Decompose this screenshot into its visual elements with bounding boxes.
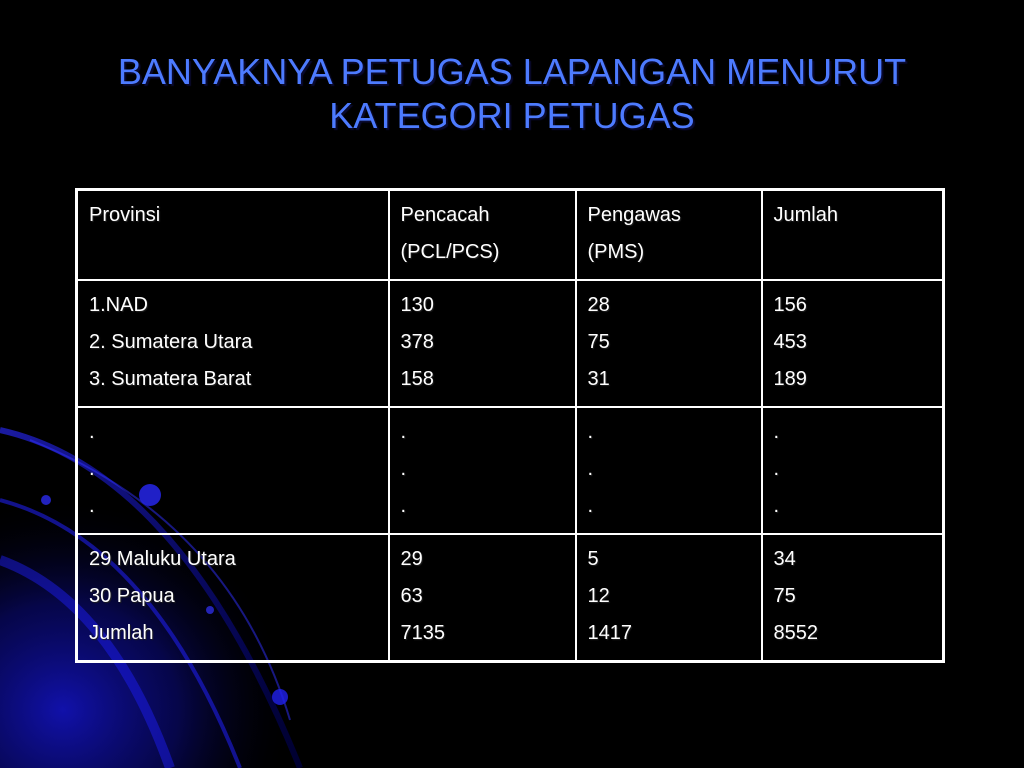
cell-line: . bbox=[89, 421, 95, 443]
header-label: Pencacah bbox=[400, 204, 490, 226]
cell-line: 156 bbox=[773, 294, 807, 316]
cell-line: 75 bbox=[773, 585, 796, 607]
cell-line: 2. Sumatera Utara bbox=[89, 331, 253, 353]
cell-line: 28 bbox=[587, 294, 610, 316]
cell-line: . bbox=[89, 495, 95, 517]
cell-line: 30 Papua bbox=[89, 585, 175, 607]
header-cell-provinsi bbox=[77, 190, 389, 281]
header-cell-pencacah bbox=[389, 190, 576, 281]
cell-line: . bbox=[587, 421, 594, 443]
officers-table bbox=[75, 188, 945, 663]
cell-line: . bbox=[587, 495, 594, 517]
table-row bbox=[77, 534, 944, 662]
slide-title-line-1: BANYAKNYA PETUGAS LAPANGAN MENURUT bbox=[117, 51, 907, 92]
cell-line: . bbox=[773, 495, 780, 517]
header-sublabel: (PCL/PCS) bbox=[400, 241, 500, 263]
header-label: Provinsi bbox=[89, 204, 161, 226]
cell-line: 12 bbox=[587, 585, 610, 607]
header-label: Jumlah bbox=[773, 204, 838, 226]
cell-pengawas bbox=[576, 407, 762, 534]
cell-line: 7135 bbox=[400, 622, 445, 644]
cell-line: 130 bbox=[400, 294, 434, 316]
cell-provinsi bbox=[77, 407, 389, 534]
header-cell-pengawas bbox=[576, 190, 762, 281]
cell-line: 378 bbox=[400, 331, 434, 353]
cell-line: 3. Sumatera Barat bbox=[89, 368, 252, 390]
cell-line: 189 bbox=[773, 368, 807, 390]
cell-pengawas bbox=[576, 534, 762, 662]
cell-pencacah bbox=[389, 280, 576, 407]
cell-line: 31 bbox=[587, 368, 610, 390]
table-row bbox=[77, 280, 944, 407]
header-cell-jumlah bbox=[762, 190, 944, 281]
cell-line: 1417 bbox=[587, 622, 632, 644]
slide-title bbox=[40, 50, 984, 138]
header-sublabel: (PMS) bbox=[587, 241, 645, 263]
cell-line: . bbox=[773, 458, 780, 480]
cell-jumlah bbox=[762, 407, 944, 534]
cell-line: 29 Maluku Utara bbox=[89, 548, 236, 570]
slide-title-line-2: KATEGORI PETUGAS bbox=[329, 95, 695, 136]
cell-jumlah bbox=[762, 534, 944, 662]
cell-line: 29 bbox=[400, 548, 423, 570]
cell-line: . bbox=[400, 421, 407, 443]
header-label: Pengawas bbox=[587, 204, 681, 226]
cell-line: 5 bbox=[587, 548, 599, 570]
cell-line: Jumlah bbox=[89, 622, 154, 644]
cell-line: 34 bbox=[773, 548, 796, 570]
cell-line: 1.NAD bbox=[89, 294, 148, 316]
cell-pencacah bbox=[389, 534, 576, 662]
cell-line: 8552 bbox=[773, 622, 818, 644]
cell-line: 453 bbox=[773, 331, 807, 353]
cell-line: . bbox=[400, 458, 407, 480]
table-row bbox=[77, 407, 944, 534]
cell-line: . bbox=[587, 458, 594, 480]
cell-line: . bbox=[89, 458, 95, 480]
cell-provinsi bbox=[77, 280, 389, 407]
table-header-row bbox=[77, 190, 944, 281]
cell-pengawas bbox=[576, 280, 762, 407]
cell-line: 158 bbox=[400, 368, 434, 390]
cell-line: 75 bbox=[587, 331, 610, 353]
cell-jumlah bbox=[762, 280, 944, 407]
cell-pencacah bbox=[389, 407, 576, 534]
cell-line: . bbox=[400, 495, 407, 517]
cell-provinsi bbox=[77, 534, 389, 662]
cell-line: 63 bbox=[400, 585, 423, 607]
cell-line: . bbox=[773, 421, 780, 443]
